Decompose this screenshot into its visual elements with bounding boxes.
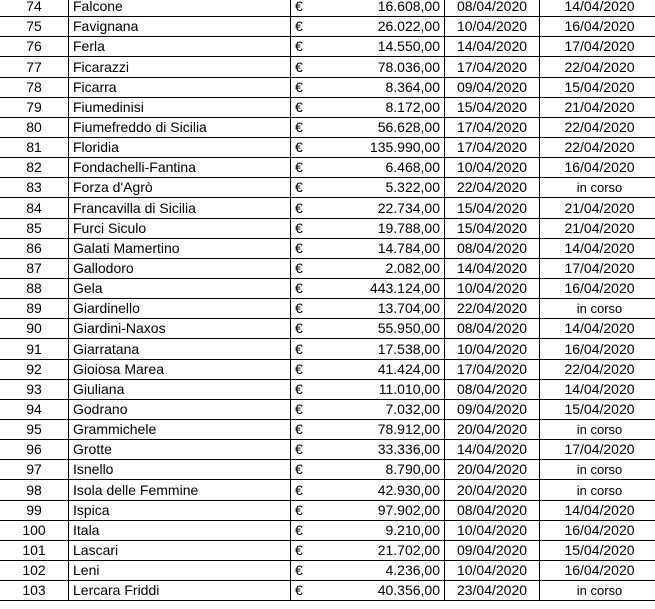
- amount-cell: 33.336,00: [311, 440, 445, 460]
- amount-cell: 11.010,00: [311, 379, 445, 399]
- start-date-cell: 22/04/2020: [445, 178, 540, 198]
- end-date-cell: 16/04/2020: [540, 339, 655, 359]
- row-number-cell: 75: [0, 17, 69, 37]
- row-number-cell: 98: [0, 480, 69, 500]
- start-date-cell: 20/04/2020: [445, 460, 540, 480]
- start-date-cell: 10/04/2020: [445, 158, 540, 178]
- start-date-cell: 08/04/2020: [445, 379, 540, 399]
- start-date-cell: 17/04/2020: [445, 117, 540, 137]
- end-date-cell: in corso: [540, 178, 655, 198]
- end-date-cell: in corso: [540, 299, 655, 319]
- start-date-cell: 20/04/2020: [445, 480, 540, 500]
- municipality-name-cell: Falcone: [69, 0, 291, 17]
- currency-symbol-cell: €: [291, 37, 312, 57]
- municipality-name-cell: Ispica: [69, 500, 291, 520]
- table-row: [0, 117, 655, 137]
- municipality-name-cell: Leni: [69, 560, 291, 580]
- end-date-cell: 14/04/2020: [540, 379, 655, 399]
- table-row: [0, 460, 655, 480]
- municipality-name-cell: Gallodoro: [69, 258, 291, 278]
- municipality-name-cell: Furci Siculo: [69, 218, 291, 238]
- end-date-cell: 22/04/2020: [540, 137, 655, 157]
- start-date-cell: 08/04/2020: [445, 500, 540, 520]
- currency-symbol-cell: €: [291, 500, 312, 520]
- row-number-cell: 99: [0, 500, 69, 520]
- amount-cell: 40.356,00: [311, 581, 445, 601]
- table-row: [0, 77, 655, 97]
- table-row: [0, 37, 655, 57]
- amount-cell: 56.628,00: [311, 117, 445, 137]
- row-number-cell: 102: [0, 560, 69, 580]
- table-row: [0, 500, 655, 520]
- amount-cell: 9.210,00: [311, 520, 445, 540]
- row-number-cell: 87: [0, 258, 69, 278]
- table-row: [0, 520, 655, 540]
- amount-cell: 5.322,00: [311, 178, 445, 198]
- end-date-cell: 22/04/2020: [540, 117, 655, 137]
- municipality-name-cell: Forza d'Agrò: [69, 178, 291, 198]
- municipality-name-cell: Isola delle Femmine: [69, 480, 291, 500]
- amount-cell: 8.790,00: [311, 460, 445, 480]
- amount-cell: 41.424,00: [311, 359, 445, 379]
- end-date-cell: 14/04/2020: [540, 500, 655, 520]
- amount-cell: 7.032,00: [311, 399, 445, 419]
- start-date-cell: 17/04/2020: [445, 57, 540, 77]
- amount-cell: 4.236,00: [311, 560, 445, 580]
- currency-symbol-cell: €: [291, 440, 312, 460]
- table-row: [0, 399, 655, 419]
- amount-cell: 78.036,00: [311, 57, 445, 77]
- end-date-cell: 14/04/2020: [540, 238, 655, 258]
- currency-symbol-cell: €: [291, 137, 312, 157]
- row-number-cell: 82: [0, 158, 69, 178]
- end-date-cell: 14/04/2020: [540, 0, 655, 17]
- municipality-name-cell: Grotte: [69, 440, 291, 460]
- start-date-cell: 15/04/2020: [445, 198, 540, 218]
- row-number-cell: 91: [0, 339, 69, 359]
- start-date-cell: 10/04/2020: [445, 339, 540, 359]
- currency-symbol-cell: €: [291, 359, 312, 379]
- end-date-cell: 16/04/2020: [540, 560, 655, 580]
- end-date-cell: 21/04/2020: [540, 97, 655, 117]
- municipality-name-cell: Fiumefreddo di Sicilia: [69, 117, 291, 137]
- table-row: [0, 480, 655, 500]
- currency-symbol-cell: €: [291, 319, 312, 339]
- row-number-cell: 85: [0, 218, 69, 238]
- end-date-cell: 14/04/2020: [540, 319, 655, 339]
- end-date-cell: in corso: [540, 460, 655, 480]
- municipality-name-cell: Favignana: [69, 17, 291, 37]
- amount-cell: 8.172,00: [311, 97, 445, 117]
- currency-symbol-cell: €: [291, 540, 312, 560]
- municipality-name-cell: Francavilla di Sicilia: [69, 198, 291, 218]
- municipality-name-cell: Gioiosa Marea: [69, 359, 291, 379]
- row-number-cell: 92: [0, 359, 69, 379]
- amount-cell: 443.124,00: [311, 278, 445, 298]
- table-row: [0, 319, 655, 339]
- amount-cell: 22.734,00: [311, 198, 445, 218]
- start-date-cell: 10/04/2020: [445, 520, 540, 540]
- currency-symbol-cell: €: [291, 178, 312, 198]
- table-row: [0, 178, 655, 198]
- table-row: [0, 218, 655, 238]
- start-date-cell: 09/04/2020: [445, 540, 540, 560]
- end-date-cell: 15/04/2020: [540, 77, 655, 97]
- start-date-cell: 10/04/2020: [445, 560, 540, 580]
- row-number-cell: 88: [0, 278, 69, 298]
- municipality-name-cell: Gela: [69, 278, 291, 298]
- currency-symbol-cell: €: [291, 520, 312, 540]
- amount-cell: 16.608,00: [311, 0, 445, 17]
- table-row: [0, 379, 655, 399]
- row-number-cell: 84: [0, 198, 69, 218]
- currency-symbol-cell: €: [291, 480, 312, 500]
- row-number-cell: 93: [0, 379, 69, 399]
- table-row: [0, 258, 655, 278]
- amount-cell: 6.468,00: [311, 158, 445, 178]
- row-number-cell: 83: [0, 178, 69, 198]
- currency-symbol-cell: €: [291, 57, 312, 77]
- currency-symbol-cell: €: [291, 379, 312, 399]
- table-row: [0, 198, 655, 218]
- municipality-name-cell: Giardini-Naxos: [69, 319, 291, 339]
- row-number-cell: 94: [0, 399, 69, 419]
- row-number-cell: 78: [0, 77, 69, 97]
- start-date-cell: 14/04/2020: [445, 37, 540, 57]
- municipality-name-cell: Ficarazzi: [69, 57, 291, 77]
- currency-symbol-cell: €: [291, 238, 312, 258]
- municipality-name-cell: Lercara Friddi: [69, 581, 291, 601]
- municipality-name-cell: Giardinello: [69, 299, 291, 319]
- amount-cell: 135.990,00: [311, 137, 445, 157]
- currency-symbol-cell: €: [291, 460, 312, 480]
- row-number-cell: 103: [0, 581, 69, 601]
- amount-cell: 78.912,00: [311, 419, 445, 439]
- table-row: [0, 137, 655, 157]
- row-number-cell: 90: [0, 319, 69, 339]
- start-date-cell: 15/04/2020: [445, 218, 540, 238]
- municipality-name-cell: Godrano: [69, 399, 291, 419]
- amount-cell: 14.550,00: [311, 37, 445, 57]
- table-row: [0, 278, 655, 298]
- table-row: [0, 0, 655, 17]
- amount-cell: 21.702,00: [311, 540, 445, 560]
- amount-cell: 2.082,00: [311, 258, 445, 278]
- municipality-name-cell: Lascari: [69, 540, 291, 560]
- amount-cell: 97.902,00: [311, 500, 445, 520]
- table-row: [0, 440, 655, 460]
- start-date-cell: 17/04/2020: [445, 137, 540, 157]
- currency-symbol-cell: €: [291, 581, 312, 601]
- municipality-name-cell: Fiumedinisi: [69, 97, 291, 117]
- currency-symbol-cell: €: [291, 399, 312, 419]
- table-row: [0, 97, 655, 117]
- start-date-cell: 09/04/2020: [445, 399, 540, 419]
- end-date-cell: in corso: [540, 581, 655, 601]
- currency-symbol-cell: €: [291, 419, 312, 439]
- currency-symbol-cell: €: [291, 158, 312, 178]
- currency-symbol-cell: €: [291, 17, 312, 37]
- end-date-cell: 16/04/2020: [540, 520, 655, 540]
- start-date-cell: 08/04/2020: [445, 319, 540, 339]
- start-date-cell: 10/04/2020: [445, 278, 540, 298]
- currency-symbol-cell: €: [291, 0, 312, 17]
- start-date-cell: 08/04/2020: [445, 238, 540, 258]
- end-date-cell: 21/04/2020: [540, 198, 655, 218]
- amount-cell: 8.364,00: [311, 77, 445, 97]
- start-date-cell: 20/04/2020: [445, 419, 540, 439]
- row-number-cell: 80: [0, 117, 69, 137]
- end-date-cell: 17/04/2020: [540, 258, 655, 278]
- table-row: [0, 17, 655, 37]
- start-date-cell: 09/04/2020: [445, 77, 540, 97]
- currency-symbol-cell: €: [291, 117, 312, 137]
- municipality-name-cell: Giuliana: [69, 379, 291, 399]
- table-row: [0, 581, 655, 601]
- currency-symbol-cell: €: [291, 218, 312, 238]
- row-number-cell: 76: [0, 37, 69, 57]
- start-date-cell: 22/04/2020: [445, 299, 540, 319]
- row-number-cell: 79: [0, 97, 69, 117]
- table-row: [0, 359, 655, 379]
- municipality-name-cell: Isnello: [69, 460, 291, 480]
- end-date-cell: 21/04/2020: [540, 218, 655, 238]
- end-date-cell: in corso: [540, 480, 655, 500]
- row-number-cell: 101: [0, 540, 69, 560]
- amount-cell: 17.538,00: [311, 339, 445, 359]
- row-number-cell: 77: [0, 57, 69, 77]
- municipality-name-cell: Giarratana: [69, 339, 291, 359]
- currency-symbol-cell: €: [291, 560, 312, 580]
- end-date-cell: 15/04/2020: [540, 540, 655, 560]
- end-date-cell: 22/04/2020: [540, 57, 655, 77]
- amount-cell: 42.930,00: [311, 480, 445, 500]
- municipality-name-cell: Fondachelli-Fantina: [69, 158, 291, 178]
- row-number-cell: 86: [0, 238, 69, 258]
- row-number-cell: 100: [0, 520, 69, 540]
- end-date-cell: 22/04/2020: [540, 359, 655, 379]
- municipality-name-cell: Ferla: [69, 37, 291, 57]
- end-date-cell: 16/04/2020: [540, 17, 655, 37]
- municipality-name-cell: Ficarra: [69, 77, 291, 97]
- currency-symbol-cell: €: [291, 278, 312, 298]
- amount-cell: 13.704,00: [311, 299, 445, 319]
- row-number-cell: 96: [0, 440, 69, 460]
- end-date-cell: 17/04/2020: [540, 37, 655, 57]
- municipality-name-cell: Grammichele: [69, 419, 291, 439]
- start-date-cell: 14/04/2020: [445, 258, 540, 278]
- row-number-cell: 81: [0, 137, 69, 157]
- currency-symbol-cell: €: [291, 299, 312, 319]
- start-date-cell: 08/04/2020: [445, 0, 540, 17]
- currency-symbol-cell: €: [291, 198, 312, 218]
- table-row: [0, 158, 655, 178]
- start-date-cell: 10/04/2020: [445, 17, 540, 37]
- start-date-cell: 15/04/2020: [445, 97, 540, 117]
- row-number-cell: 89: [0, 299, 69, 319]
- start-date-cell: 23/04/2020: [445, 581, 540, 601]
- end-date-cell: in corso: [540, 419, 655, 439]
- table-row: [0, 238, 655, 258]
- table-row: [0, 339, 655, 359]
- municipality-name-cell: Itala: [69, 520, 291, 540]
- amount-cell: 26.022,00: [311, 17, 445, 37]
- start-date-cell: 17/04/2020: [445, 359, 540, 379]
- table-row: [0, 540, 655, 560]
- end-date-cell: 16/04/2020: [540, 158, 655, 178]
- currency-symbol-cell: €: [291, 258, 312, 278]
- row-number-cell: 95: [0, 419, 69, 439]
- currency-symbol-cell: €: [291, 339, 312, 359]
- start-date-cell: 14/04/2020: [445, 440, 540, 460]
- amount-cell: 19.788,00: [311, 218, 445, 238]
- end-date-cell: 17/04/2020: [540, 440, 655, 460]
- end-date-cell: 16/04/2020: [540, 278, 655, 298]
- currency-symbol-cell: €: [291, 97, 312, 117]
- table-row: [0, 299, 655, 319]
- amount-cell: 14.784,00: [311, 238, 445, 258]
- amount-cell: 55.950,00: [311, 319, 445, 339]
- end-date-cell: 15/04/2020: [540, 399, 655, 419]
- municipality-name-cell: Galati Mamertino: [69, 238, 291, 258]
- currency-symbol-cell: €: [291, 77, 312, 97]
- row-number-cell: 97: [0, 460, 69, 480]
- table-row: [0, 419, 655, 439]
- municipality-name-cell: Floridia: [69, 137, 291, 157]
- table-row: [0, 560, 655, 580]
- table-row: [0, 57, 655, 77]
- row-number-cell: 74: [0, 0, 69, 17]
